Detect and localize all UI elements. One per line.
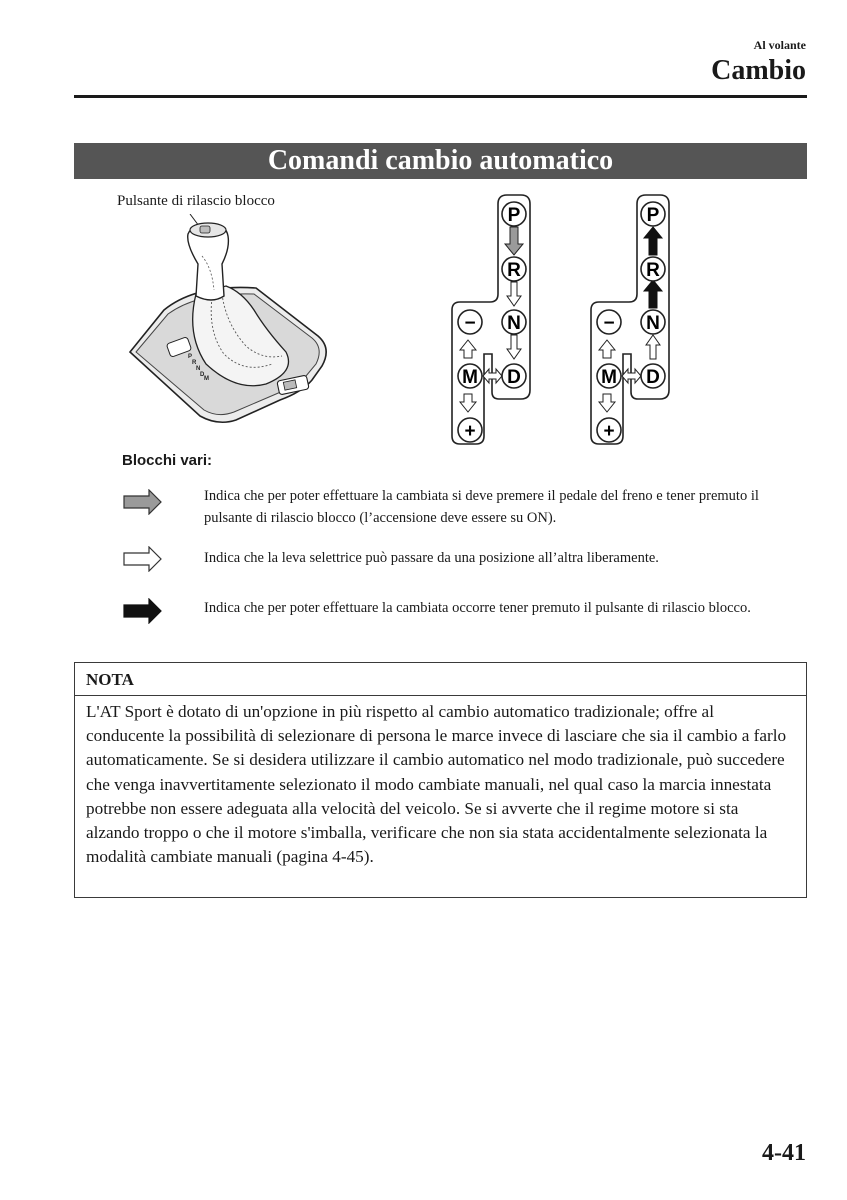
gate-label-plus: + [603, 421, 615, 442]
page-number: 4-41 [762, 1140, 806, 1166]
gate-label-p: P [507, 205, 521, 226]
white-arrow-icon [123, 546, 163, 572]
gate-label-minus: − [464, 313, 476, 334]
section-label: Al volante [753, 38, 806, 52]
note-box [74, 662, 807, 898]
gate-label-r: R [507, 260, 521, 281]
black-arrow-icon [123, 598, 163, 624]
gate-label-d: D [507, 367, 521, 388]
gate-label-minus: − [603, 313, 615, 334]
gate-diagram-gray [446, 192, 546, 448]
gate-label-r: R [646, 260, 660, 281]
legend-text-gray: Indica che per poter effettuare la cambiata si deve premere il pedale del freno e tener premuto il pulsante di rilascio blocco (l’accensione deve essere su ON). [204, 488, 759, 526]
gate-label-plus: + [464, 421, 476, 442]
release-button-label: Pulsante di rilascio blocco [117, 193, 275, 209]
note-title: NOTA [75, 663, 806, 696]
chapter-title: Cambio [711, 55, 806, 86]
gate-diagram-black [585, 192, 685, 448]
legend-title: Blocchi vari: [122, 452, 213, 469]
gate-label-m: M [601, 367, 617, 388]
section-banner: Comandi cambio automatico [74, 143, 807, 179]
gate-label-d: D [646, 367, 660, 388]
gate-label-m: M [462, 367, 478, 388]
svg-text:M: M [204, 376, 209, 382]
svg-text:N: N [196, 366, 201, 372]
gray-arrow-icon [123, 489, 163, 515]
legend-text-white: Indica che la leva selettrice può passare da una posizione all’altra liberamente. [204, 550, 659, 566]
gate-label-n: N [507, 313, 521, 334]
svg-text:D: D [200, 372, 205, 378]
svg-text:P: P [188, 354, 193, 360]
note-body: L'AT Sport è dotato di un'opzione in più rispetto al cambio automatico tradizionale; offre al conducente la possibilità di selezionare di persona le marce invece di lasciare che sia il cambio a farlo automaticamente. Se si desidera utilizzare il cambio automatico nel modo tradizionale, può succedere che venga inavvertitamente selezionato il modo cambiate manuali, nel qual caso la marcia innestata potrebbe non essere adeguata alla velocità del veicolo. Se si avverte che il regime motore si sta alzando troppo o che il motore s'imballa, verificare che non sia stata accidentalmente selezionata la modalità cambiate manuali (pagina 4-45). [86, 702, 787, 867]
header-rule [74, 95, 807, 98]
gear-shifter-illustration [126, 214, 332, 426]
svg-text:R: R [192, 360, 197, 366]
gate-label-n: N [646, 313, 660, 334]
gate-label-p: P [646, 205, 660, 226]
legend-text-black: Indica che per poter effettuare la cambiata occorre tener premuto il pulsante di rilascio blocco. [204, 600, 751, 616]
